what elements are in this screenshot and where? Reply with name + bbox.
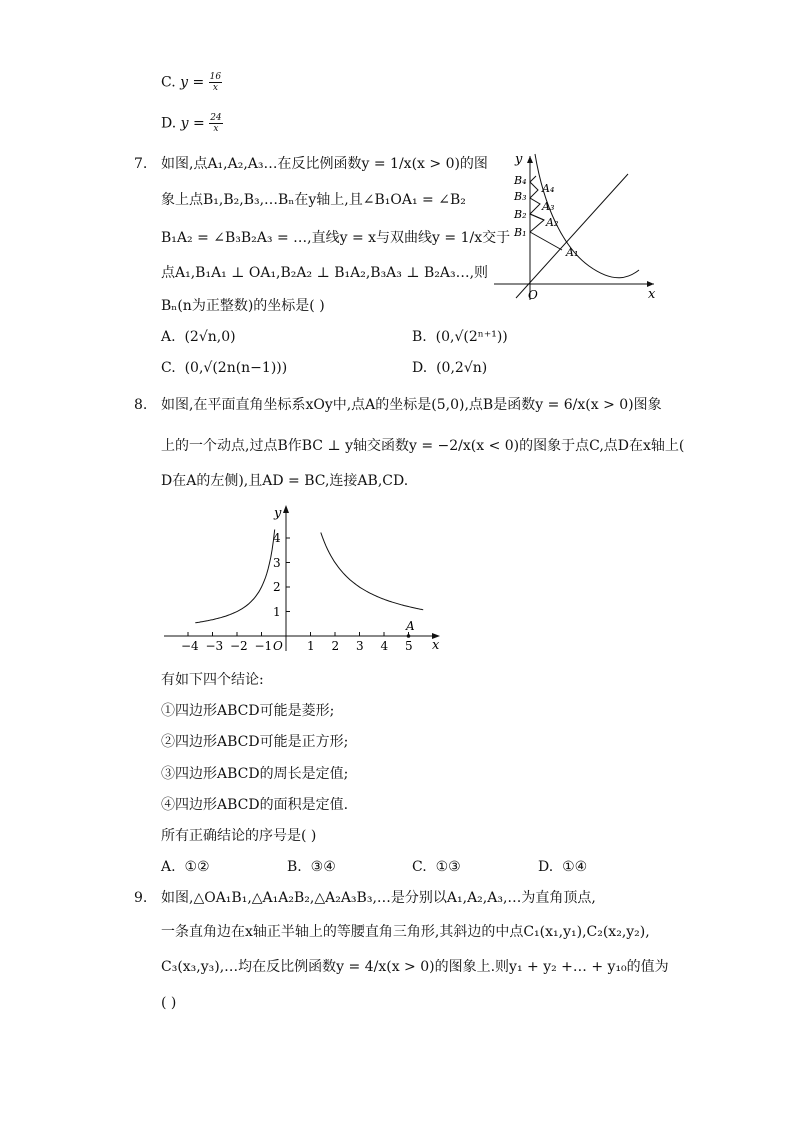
- q7-option-a-text: (2√n,0): [184, 329, 236, 345]
- q8-ytick-1: 1: [273, 605, 281, 619]
- q8-option-c: [412, 857, 461, 877]
- q7-segment-b2-a2: [530, 214, 544, 220]
- q8-x-label: x: [432, 638, 440, 653]
- q7-label-a4: A₄: [542, 182, 555, 195]
- q7-option-a-letter: A.: [161, 329, 176, 345]
- q7-option-b-letter: B.: [412, 329, 427, 345]
- q8-xtick-neg3: −3: [205, 639, 224, 653]
- q7-x-label: x: [648, 287, 656, 302]
- q8-line-1: 如图,在平面直角坐标系xOy中,点A的坐标是(5,0),点B是函数y = 6/x(x > 0)图象: [161, 397, 662, 413]
- q8-y-arrow: [283, 505, 289, 513]
- q8-origin-label: O: [273, 639, 283, 653]
- q7-label-b3: B₃: [514, 190, 527, 203]
- q7-line-1: 如图,点A₁,A₂,A₃…在反比例函数y = 1/x(x > 0)的图: [161, 156, 488, 172]
- q7-option-c: [161, 358, 287, 378]
- q8-curve-y-6-over-x: [321, 533, 423, 610]
- q8-option-b-text: ③④: [310, 859, 336, 875]
- q6-option-d-num: 24: [210, 113, 222, 123]
- q9-line-4: ( ): [161, 995, 177, 1011]
- q7-option-d-text: (0,2√n): [436, 360, 488, 376]
- q6-option-c-num: 16: [209, 72, 222, 82]
- q6-option-c: [161, 72, 222, 93]
- q7-origin-label: O: [528, 288, 538, 302]
- q8-option-d-letter: D.: [538, 859, 554, 875]
- q8-figure: [160, 503, 450, 653]
- q7-line-2: 象上点B₁,B₂,B₃,…Bₙ在y轴上,且∠B₁OA₁ = ∠B₂: [161, 192, 466, 208]
- q8-option-a-letter: A.: [161, 859, 176, 875]
- q8-xtick-2: 2: [331, 639, 340, 653]
- q8-point-a: [407, 634, 411, 638]
- q8-ytick-2: 2: [273, 580, 281, 594]
- q8-option-c-letter: C.: [412, 859, 427, 875]
- q6-option-d: [161, 113, 223, 134]
- q7-option-d: [412, 358, 487, 378]
- q9-number: 9.: [134, 890, 148, 906]
- q7-number: 7.: [134, 156, 148, 172]
- q9-line-2: 一条直角边在x轴正半轴上的等腰直角三角形,其斜边的中点C₁(x₁,y₁),C₂(x₂,y₂),: [161, 924, 650, 940]
- q7-segment-b1-a1: [530, 232, 562, 250]
- q8-option-b-letter: B.: [287, 859, 302, 875]
- q8-curve-y-neg-2-over-x: [195, 530, 274, 623]
- q7-line-3: B₁A₂ = ∠B₃B₂A₃ = …,直线y = x与双曲线y = 1/x交于: [161, 230, 511, 246]
- q8-xtick-neg1: −1: [254, 639, 273, 653]
- q8-y-ticks: [273, 531, 290, 619]
- q8-line-2: 上的一个动点,过点B作BC ⊥ y轴交函数y = −2/x(x < 0)的图象于点C,点D在x轴上(: [161, 438, 685, 454]
- q8-conclusion-3: ③四边形ABCD的周长是定值;: [161, 766, 349, 782]
- q7-figure: [494, 148, 666, 302]
- q8-conclusion-1: ①四边形ABCD可能是菱形;: [161, 703, 335, 719]
- q7-option-c-letter: C.: [161, 360, 176, 376]
- q8-option-d-text: ①④: [562, 859, 588, 875]
- q8-option-b: [287, 857, 336, 877]
- q8-number: 8.: [134, 397, 148, 413]
- q8-conclusion-4: ④四边形ABCD的面积是定值.: [161, 797, 349, 813]
- q8-xtick-1: 1: [307, 639, 315, 653]
- q8-point-a-label: A: [406, 619, 415, 633]
- q7-y-arrow: [527, 156, 533, 163]
- q9-line-1: 如图,△OA₁B₁,△A₁A₂B₂,△A₂A₃B₃,…是分别以A₁,A₂,A₃,…为直角顶点,: [161, 890, 596, 906]
- q8-ytick-4: 4: [273, 531, 281, 545]
- q7-label-b4: B₄: [514, 174, 527, 187]
- q7-label-a2: A₂: [546, 216, 559, 229]
- q7-y-label: y: [515, 152, 523, 167]
- q8-xtick-4: 4: [380, 639, 389, 653]
- q7-label-a3: A₃: [542, 200, 555, 213]
- q8-option-c-text: ①③: [435, 859, 461, 875]
- q7-option-a: [161, 327, 236, 347]
- q7-label-a1: A₁: [566, 246, 579, 259]
- q8-ask: 所有正确结论的序号是( ): [161, 828, 317, 844]
- q6-option-c-letter: C.: [161, 74, 176, 91]
- q8-xtick-neg4: −4: [181, 639, 199, 653]
- q6-option-d-lhs: y =: [180, 115, 205, 132]
- q6-option-c-fraction: [209, 72, 222, 93]
- q8-xtick-3: 3: [356, 639, 364, 653]
- q6-option-d-den: x: [213, 124, 219, 134]
- q7-line-5: Bₙ(n为正整数)的坐标是( ): [161, 298, 325, 314]
- q8-conclusion-2: ②四边形ABCD可能是正方形;: [161, 734, 349, 750]
- q8-y-label: y: [274, 506, 282, 521]
- q7-option-c-text: (0,√(2n(n−1))): [184, 360, 288, 376]
- q8-option-d: [538, 857, 587, 877]
- q6-option-d-letter: D.: [161, 115, 177, 132]
- q9-line-3: C₃(x₃,y₃),…均在反比例函数y = 4/x(x > 0)的图象上.则y₁ + y₂ +… + y₁₀的值为: [161, 959, 669, 975]
- q8-xtick-5: 5: [405, 639, 413, 653]
- q7-option-d-letter: D.: [412, 360, 428, 376]
- q8-x-ticks: [181, 632, 413, 653]
- q8-xtick-neg2: −2: [230, 639, 248, 653]
- q7-option-b-text: (0,√(2ⁿ⁺¹)): [435, 329, 508, 345]
- q6-option-d-fraction: [209, 113, 222, 134]
- q7-line-4: 点A₁,B₁A₁ ⊥ OA₁,B₂A₂ ⊥ B₁A₂,B₃A₃ ⊥ B₂A₃…,则: [161, 265, 489, 281]
- q8-intro: 有如下四个结论:: [161, 672, 264, 688]
- q7-line-y-eq-x: [516, 174, 628, 298]
- q6-option-c-den: x: [212, 83, 218, 93]
- q8-option-a-text: ①②: [184, 859, 210, 875]
- q7-label-b1: B₁: [514, 226, 527, 239]
- q8-ytick-3: 3: [273, 556, 281, 570]
- q7-label-b2: B₂: [514, 208, 527, 221]
- q8-line-3: D在A的左侧),且AD = BC,连接AB,CD.: [161, 473, 409, 489]
- q7-option-b: [412, 327, 508, 347]
- q6-option-c-lhs: y =: [180, 74, 205, 91]
- q8-option-a: [161, 857, 210, 877]
